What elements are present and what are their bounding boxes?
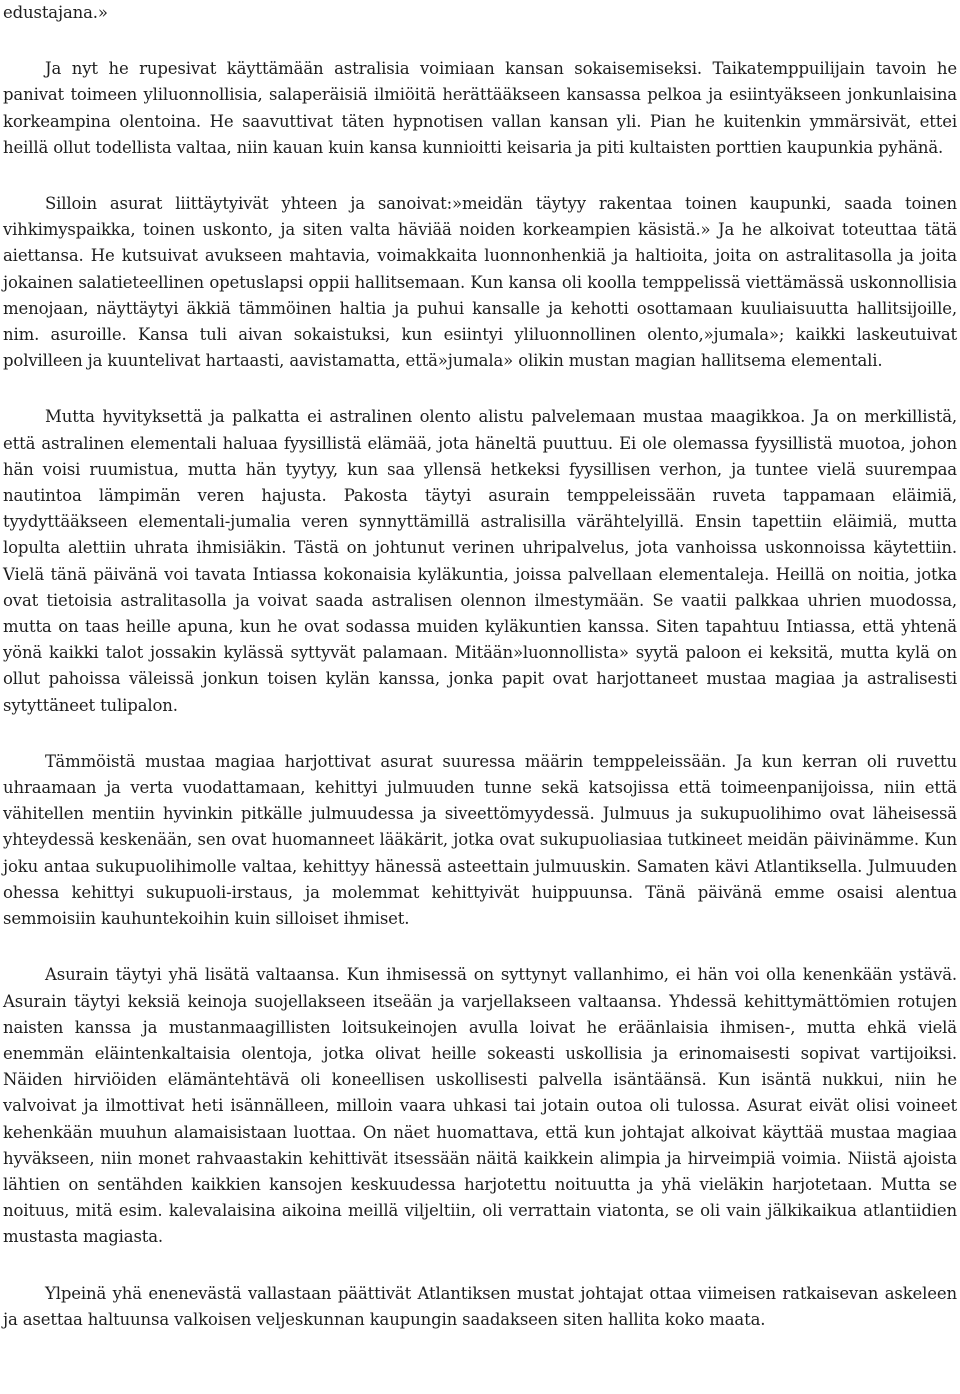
paragraph: Ja nyt he rupesivat käyttämään astralisia voimiaan kansan sokaisemiseksi. Taikatemppuilijain tavoin he panivat toimeen yliluonnollisia, salaperäisiä ilmiöitä herättääkseen kansassa pelkoa ja esiintyäkseen jonkunlaisina korkeampina olentoina. He saavuttivat täten hypnotisen vallan kansan yli. Pian he kuitenkin ymmärsivät, ettei heillä ollut todellista valtaa, niin kauan kuin kansa kunnioitti keisaria ja piti kultaisten porttien kaupunkia pyhänä. xyxy=(3,59,957,157)
paragraph: Asurain täytyi yhä lisätä valtaansa. Kun ihmisessä on syttynyt vallanhimo, ei hän voi olla kenenkään ystävä. Asurain täytyi keksiä keinoja suojellakseen itseään ja varjellakseen valtaansa. Yhdessä kehittymättömien rotujen naisten kanssa ja mustanmaagillisten loitsukeinojen avulla loivat he eräänlaisia ihmisen-, mutta ehkä vielä enemmän eläintenkaltaisia olentoja, jotka olivat heille sokeasti uskollisia ja erinomaisesti sopivat vartijoiksi. Näiden hirviöiden elämäntehtävä oli koneellisen uskollisesti palvella isäntäänsä. Kun isäntä nukkui, niin he valvoivat ja ilmottivat heti isännälleen, milloin vaara uhkasi tai jotain outoa oli tulossa. Asurat eivät olisi voineet kehenkään muuhun alamaisistaan luottaa. On näet huomattava, että kun johtajat alkoivat käyttää mustaa magiaa hyväkseen, niin monet rahvaastakin kehittivät itsessään näitä kaikkein alimpia ja hirveimpiä voimia. Niistä ajoista lähtien on sentähden kaikkien kansojen keskuudessa harjotettu noituutta ja yhä vieläkin harjotetaan. Mutta se noituus, mitä esim. kalevalaisina aikoina meillä viljeltiin, oli verrattain viatonta, se oli vain jälkikaikua atlantiidien mustasta magiasta. xyxy=(3,965,957,1247)
paragraph: Ylpeinä yhä enenevästä vallastaan päättivät Atlantiksen mustat johtajat ottaa viimeisen ratkaisevan askeleen ja asettaa haltuunsa valkoisen veljeskunnan kaupungin saadakseen siten hallita koko maata. xyxy=(3,1283,957,1329)
paragraph-fragment: edustajana.» xyxy=(3,3,108,22)
paragraph: Mutta hyvityksettä ja palkatta ei astralinen olento alistu palvelemaan mustaa maagikkoa. Ja on merkillistä, että astralinen elementali haluaa fyysillistä elämää, jota häneltä puuttuu. Ei ole olemassa fyysillistä muotoa, johon hän voisi ruumistua, mutta hän tyytyy, kun saa yllensä hetkeksi fyysillisen verhon, ja tuntee vielä suurempaa nautintoa lämpimän veren hajusta. Pakosta täytyi asurain temppeleissään ruveta tappamaan eläimiä, tyydyttääkseen elementali-jumalia veren synnyttämillä astralisilla värähtelyillä. Ensin tapettiin eläimiä, mutta lopulta alettiin uhrata ihmisiäkin. Tästä on johtunut verinen uhripalvelus, jota vanhoissa uskonnoissa käytettiin. Vielä tänä päivänä voi tavata Intiassa kokonaisia kyläkuntia, joissa palvellaan elementaleja. Heillä on noitia, jotka ovat tietoisia astralitasolla ja voivat saada astralisen olennon ilmestymään. Se vaatii palkkaa uhrien muodossa, mutta on taas heille apuna, kun he ovat sodassa muiden kyläkuntien kanssa. Siten tapahtuu Intiassa, että yhtenä yönä kaikki talot jossakin kylässä syttyvät palamaan. Mitään»luonnollista» syytä paloon ei keksitä, mutta kylä on ollut pahoissa väleissä jonkun toisen kylän kanssa, jonka papit ovat harjottaneet mustaa magiaa ja astralisesti sytyttäneet tulipalon. xyxy=(3,407,957,715)
paragraph: Silloin asurat liittäytyivät yhteen ja sanoivat:»meidän täytyy rakentaa toinen kaupunki, saada toinen vihkimyspaikka, toinen uskonto, ja siten valta häviää noiden korkeampien käsistä.» Ja he alkoivat toteuttaa tätä aiettansa. He kutsuivat avukseen mahtavia, voimakkaita luonnonhenkiä ja haltioita, joita on astralitasolla ja joita jokainen salatieteellinen opetuslapsi oppii hallitsemaan. Kun kansa oli koolla temppelissä viettämässä uskonnollisia menojaan, näyttäytyi äkkiä tämmöinen haltia ja puhui kansalle ja kehotti osottamaan kuuliaisuutta hallitsijoille, nim. asuroille. Kansa tuli aivan sokaistuksi, kun esiintyi yliluonnollinen olento,»jumala»; kaikki laskeutuivat polvilleen ja kuuntelivat hartaasti, aavistamatta, että»jumala» olikin mustan magian hallitsema elementali. xyxy=(3,194,957,371)
paragraph: Tämmöistä mustaa magiaa harjottivat asurat suuressa määrin temppeleissään. Ja kun kerran oli ruvettu uhraamaan ja verta vuodattamaan, kehittyi julmuuden tunne sekä katsojissa että toimeenpanijoissa, niin että vähitellen mentiin hyvinkin pitkälle julmuudessa ja siveettömyydessä. Julmuus ja sukupuolihimo ovat läheisessä yhteydessä keskenään, sen ovat huomanneet lääkärit, jotka ovat sukupuoliasiaa tutkineet meidän päivinämme. Kun joku antaa sukupuolihimolle valtaa, kehittyy hänessä asteettain julmuuskin. Samaten kävi Atlantiksella. Julmuuden ohessa kehittyi sukupuoli-irstaus, ja molemmat kehittyivät huippuunsa. Tänä päivänä emme osaisi alentua semmoisiin kauhuntekoihin kuin silloiset ihmiset. xyxy=(3,751,957,929)
document-page xyxy=(3,0,957,1333)
